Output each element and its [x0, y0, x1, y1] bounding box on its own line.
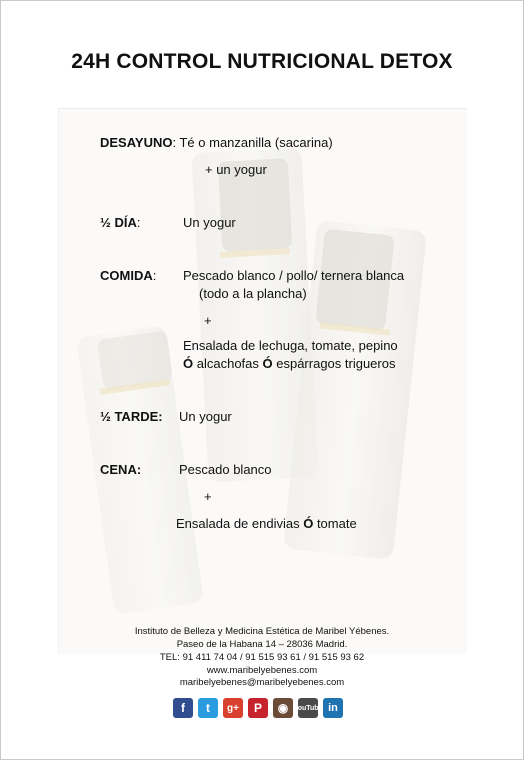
desayuno-label: DESAYUNO — [100, 135, 173, 150]
cena-tomate: tomate — [313, 516, 357, 531]
desayuno-row — [100, 135, 333, 150]
page-title: 24H CONTROL NUTRICIONAL DETOX — [71, 50, 453, 73]
social-icons — [173, 698, 343, 718]
comida-line-2: (todo a la plancha) — [199, 286, 307, 301]
comida-line-3: Ensalada de lechuga, tomate, pepino — [183, 338, 398, 353]
comida-alcachofas: alcachofas — [193, 356, 263, 371]
desayuno-text: Té o manzanilla (sacarina) — [176, 135, 333, 150]
instagram-icon[interactable]: ◉ — [273, 698, 293, 718]
footer-phones: TEL: 91 411 74 04 / 91 515 93 61 / 91 515 93 62 — [159, 652, 365, 663]
cena-line-1: Pescado blanco — [179, 462, 272, 477]
cena-plus: + — [204, 489, 212, 504]
cena-line-2 — [176, 516, 357, 531]
comida-esparragos: espárragos trigueros — [272, 356, 396, 371]
comida-colon: : — [152, 268, 157, 283]
comida-label: COMIDA — [100, 268, 153, 283]
facebook-icon[interactable]: f — [173, 698, 193, 718]
footer-email-link[interactable]: maribelyebenes@maribelyebenes.com — [179, 677, 345, 688]
cena-endivias: Ensalada de endivias — [176, 516, 304, 531]
media-dia-value: Un yogur — [183, 215, 236, 230]
comida-line-4 — [183, 356, 395, 371]
pinterest-icon[interactable]: P — [248, 698, 268, 718]
media-dia-label: ½ DÍA — [100, 215, 137, 230]
youtube-icon[interactable]: YouTube — [298, 698, 318, 718]
footer-address: Paseo de la Habana 14 – 28036 Madrid. — [176, 639, 348, 650]
linkedin-icon[interactable]: in — [323, 698, 343, 718]
media-dia-colon: : — [136, 215, 141, 230]
media-tarde-value: Un yogur — [179, 409, 232, 424]
cena-label: CENA: — [100, 462, 142, 477]
twitter-icon[interactable]: t — [198, 698, 218, 718]
comida-o-2: Ó — [262, 356, 273, 371]
comida-line-1: Pescado blanco / pollo/ ternera blanca — [183, 268, 405, 283]
media-tarde-label: ½ TARDE: — [100, 409, 163, 424]
comida-o-1: Ó — [183, 356, 194, 371]
comida-row — [100, 268, 156, 283]
google-plus-icon[interactable]: g+ — [223, 698, 243, 718]
media-dia-row — [100, 215, 140, 230]
desayuno-colon: : — [172, 135, 177, 150]
cena-o: Ó — [303, 516, 314, 531]
comida-plus: + — [204, 313, 212, 328]
footer-institute: Instituto de Belleza y Medicina Estética de Maribel Yébenes. — [134, 626, 390, 637]
footer-website-link[interactable]: www.maribelyebenes.com — [206, 665, 318, 676]
desayuno-extra: + un yogur — [205, 162, 267, 177]
